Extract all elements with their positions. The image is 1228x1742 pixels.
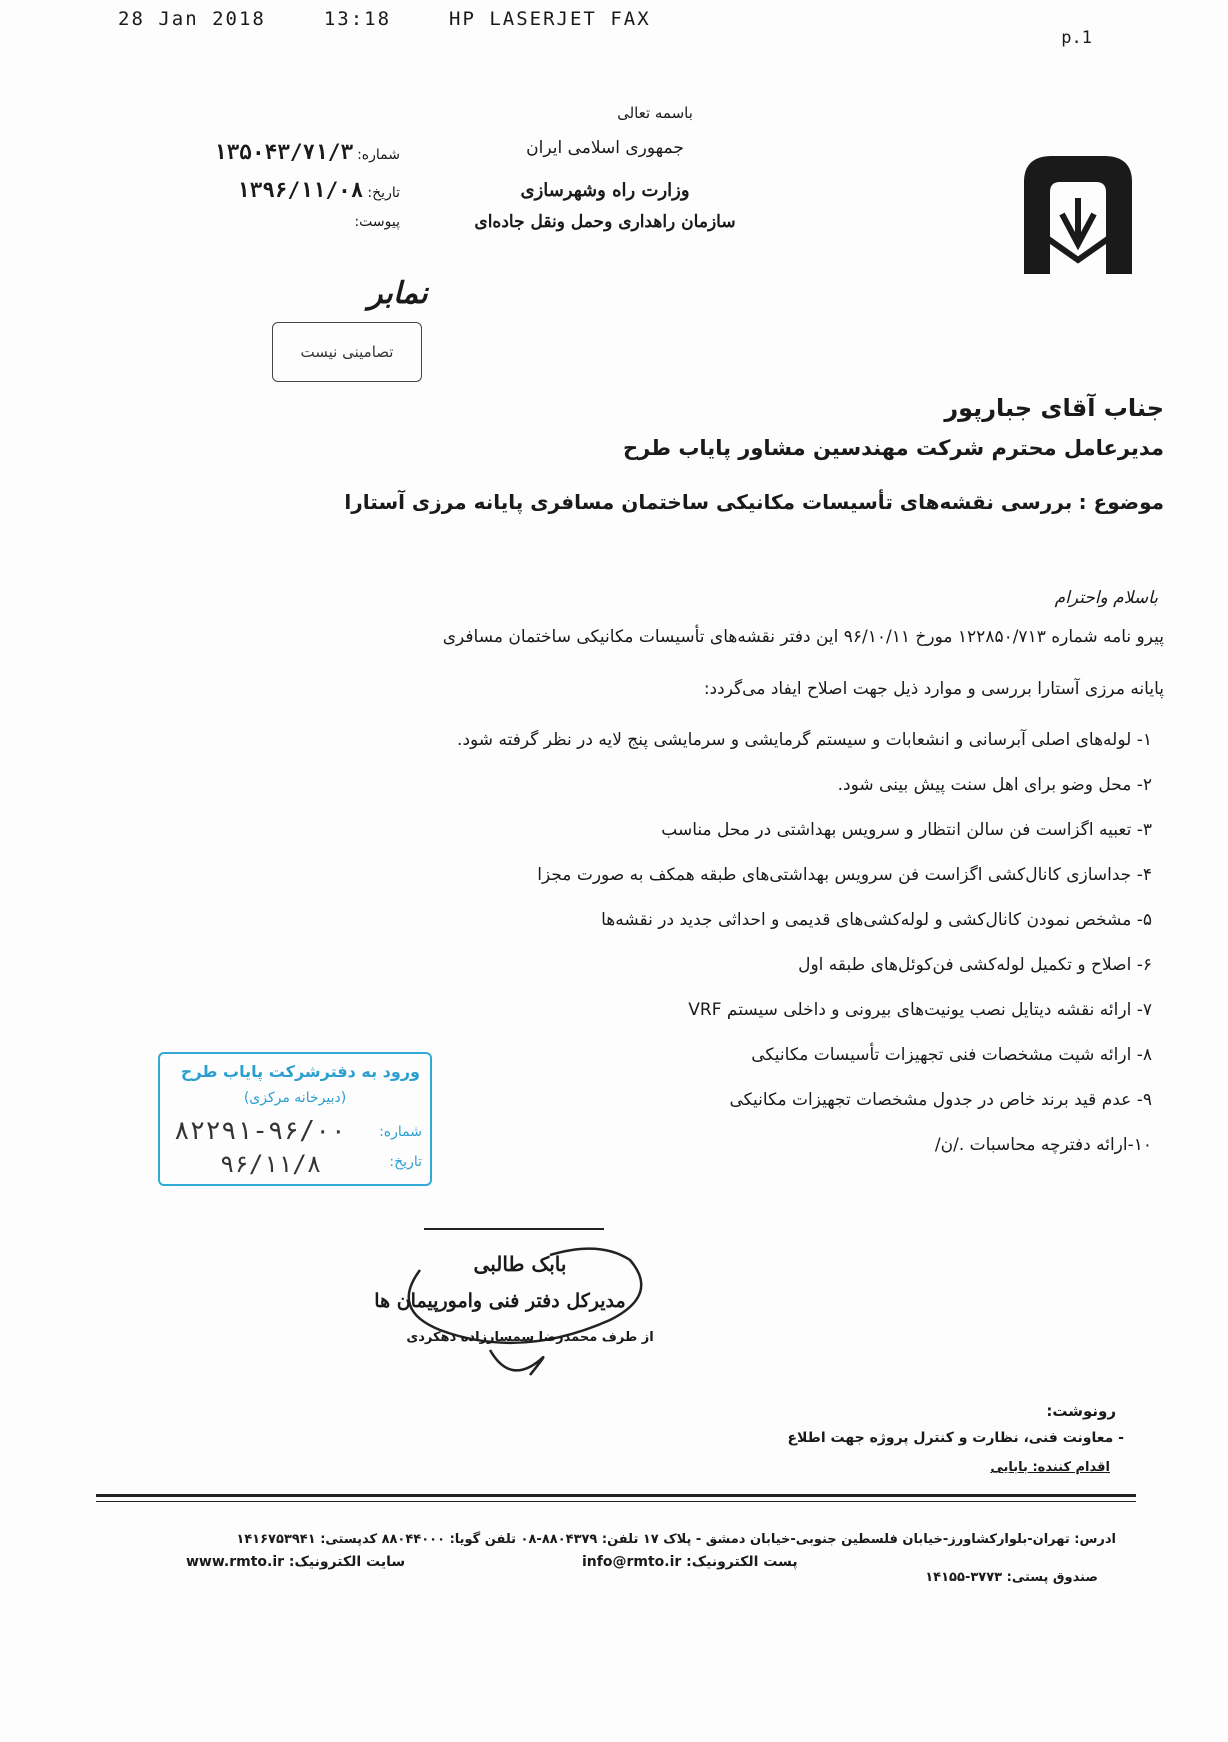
fax-header xyxy=(118,8,709,30)
cc-title: رونوشت: xyxy=(1046,1402,1116,1420)
footer-website: سایت الکترونیک: www.rmto.ir xyxy=(186,1554,406,1570)
salutation: باسلام واحترام xyxy=(1054,588,1158,608)
footer-pobox: صندوق پستی: ۳۷۷۳-۱۴۱۵۵ xyxy=(925,1570,1098,1585)
organization-name: سازمان راهداری وحمل ونقل جاده‌ای xyxy=(474,212,736,232)
entry-stamp-subtitle: (دبیرخانه مرکزی) xyxy=(243,1090,347,1106)
signature-divider xyxy=(424,1228,604,1230)
handwritten-fax-note: نمابر xyxy=(368,276,428,311)
small-box-stamp: تصامینی نیست xyxy=(272,322,422,382)
ministry-name: وزارت راه وشهرسازی xyxy=(520,180,690,201)
list-item: ۵- مشخص نمودن کانال‌کشی و لوله‌کشی‌های قدیمی و احداثی جدید در نقشه‌ها xyxy=(601,910,1152,930)
letter-date-label: تاریخ: xyxy=(367,185,400,201)
letter-number-label: شماره: xyxy=(357,147,400,163)
footer-address: ادرس: تهران-بلوارکشاورز-خیابان فلسطین جنوبی-خیابان دمشق - پلاک ۱۷ تلفن: ۸۸۰۴۳۷۹-۰۸ تلفن گویا: ۸۸۰۴۴۰۰۰ کدپستی: ۱۴۱۶۷۵۳۹۴۱ xyxy=(236,1532,1116,1547)
fax-device: HP LASERJET FAX xyxy=(449,8,651,30)
entry-stamp xyxy=(158,1052,432,1186)
footer-email: پست الکترونیک: info@rmto.ir xyxy=(582,1554,798,1570)
list-item: ۶- اصلاح و تکمیل لوله‌کشی فن‌کوئل‌های طبقه اول xyxy=(798,955,1152,975)
signatory-name: بابک طالبی xyxy=(473,1252,567,1276)
subject-label: موضوع : xyxy=(1078,490,1164,514)
list-item: ۱۰-ارائه دفترچه محاسبات ./ن/ xyxy=(934,1135,1152,1155)
subject-line xyxy=(264,490,1164,514)
footer-rule-thin xyxy=(96,1501,1136,1502)
country-name: جمهوری اسلامی ایران xyxy=(526,138,684,158)
entry-date-value: ۹۶/۱۱/۸ xyxy=(220,1150,322,1178)
list-item: ۹- عدم قید برند خاص در جدول مشخصات تجهیزات مکانیکی xyxy=(729,1090,1152,1110)
cc-action-by: اقدام کننده: بابایی xyxy=(990,1460,1110,1475)
letter-date-value: ۱۳۹۶/۱۱/۰۸ xyxy=(236,178,364,202)
recipient-name: جناب آقای جبارپور xyxy=(944,394,1164,422)
list-item: ۴- جداسازی کانال‌کشی اگزاست فن سرویس بهداشتی‌های طبقه همکف به صورت مجزا xyxy=(537,865,1152,885)
footer-rule-thick xyxy=(96,1494,1136,1497)
letter-number xyxy=(200,140,400,164)
list-item: ۷- ارائه نقشه دیتایل نصب یونیت‌های بیرونی و داخلی سیستم VRF xyxy=(688,1000,1152,1020)
list-item: ۲- محل وضو برای اهل سنت پیش بینی شود. xyxy=(837,775,1152,795)
paragraph-line-2: پایانه مرزی آستارا بررسی و موارد ذیل جهت اصلاح ایفاد می‌گردد: xyxy=(703,679,1164,699)
rmto-logo-icon xyxy=(1018,152,1138,274)
invocation: باسمه تعالی xyxy=(617,104,693,122)
signatory-title: مدیرکل دفتر فنی وامورپیمان ها xyxy=(374,1290,626,1312)
entry-date-label: تاریخ: xyxy=(389,1154,422,1170)
entry-stamp-title: ورود به دفترشرکت پایاب طرح xyxy=(180,1062,420,1081)
list-item: ۸- ارائه شیت مشخصات فنی تجهیزات تأسیسات مکانیکی xyxy=(751,1045,1152,1065)
attachment-label: پیوست: xyxy=(354,214,400,230)
cc-recipient: - معاونت فنی، نظارت و کنترل پروژه جهت اطلاع xyxy=(787,1430,1124,1446)
signatory-on-behalf: از طرف محمدرضا سمسارزاده دهکردی xyxy=(406,1330,654,1345)
letter-date xyxy=(200,178,400,202)
letter-number-value: ۱۳۵۰۴۳/۷۱/۳ xyxy=(214,140,354,164)
letter-attachment xyxy=(200,214,400,230)
entry-number-value: ۸۲۲۹۱-۹۶/۰۰ xyxy=(174,1116,347,1146)
recipient-title: مدیرعامل محترم شرکت مهندسین مشاور پایاب طرح xyxy=(623,436,1164,460)
fax-page-number: p.1 xyxy=(1061,28,1092,48)
paragraph-line-1: پیرو نامه شماره ۱۲۲۸۵۰/۷۱۳ مورخ ۹۶/۱۰/۱۱ این دفتر نقشه‌های تأسیسات مکانیکی ساختمان مسافری xyxy=(442,627,1164,647)
subject-text: بررسی نقشه‌های تأسیسات مکانیکی ساختمان مسافری پایانه مرزی آستارا xyxy=(344,490,1073,514)
list-item: ۱- لوله‌های اصلی آبرسانی و انشعابات و سیستم گرمایشی و سرمایشی پنج لایه در نظر گرفته شود. xyxy=(457,730,1152,750)
fax-date: 28 Jan 2018 xyxy=(118,8,266,30)
entry-number-label: شماره: xyxy=(379,1124,422,1140)
fax-time: 13:18 xyxy=(323,8,392,30)
list-item: ۳- تعبیه اگزاست فن سالن انتظار و سرویس بهداشتی در محل مناسب xyxy=(661,820,1152,840)
